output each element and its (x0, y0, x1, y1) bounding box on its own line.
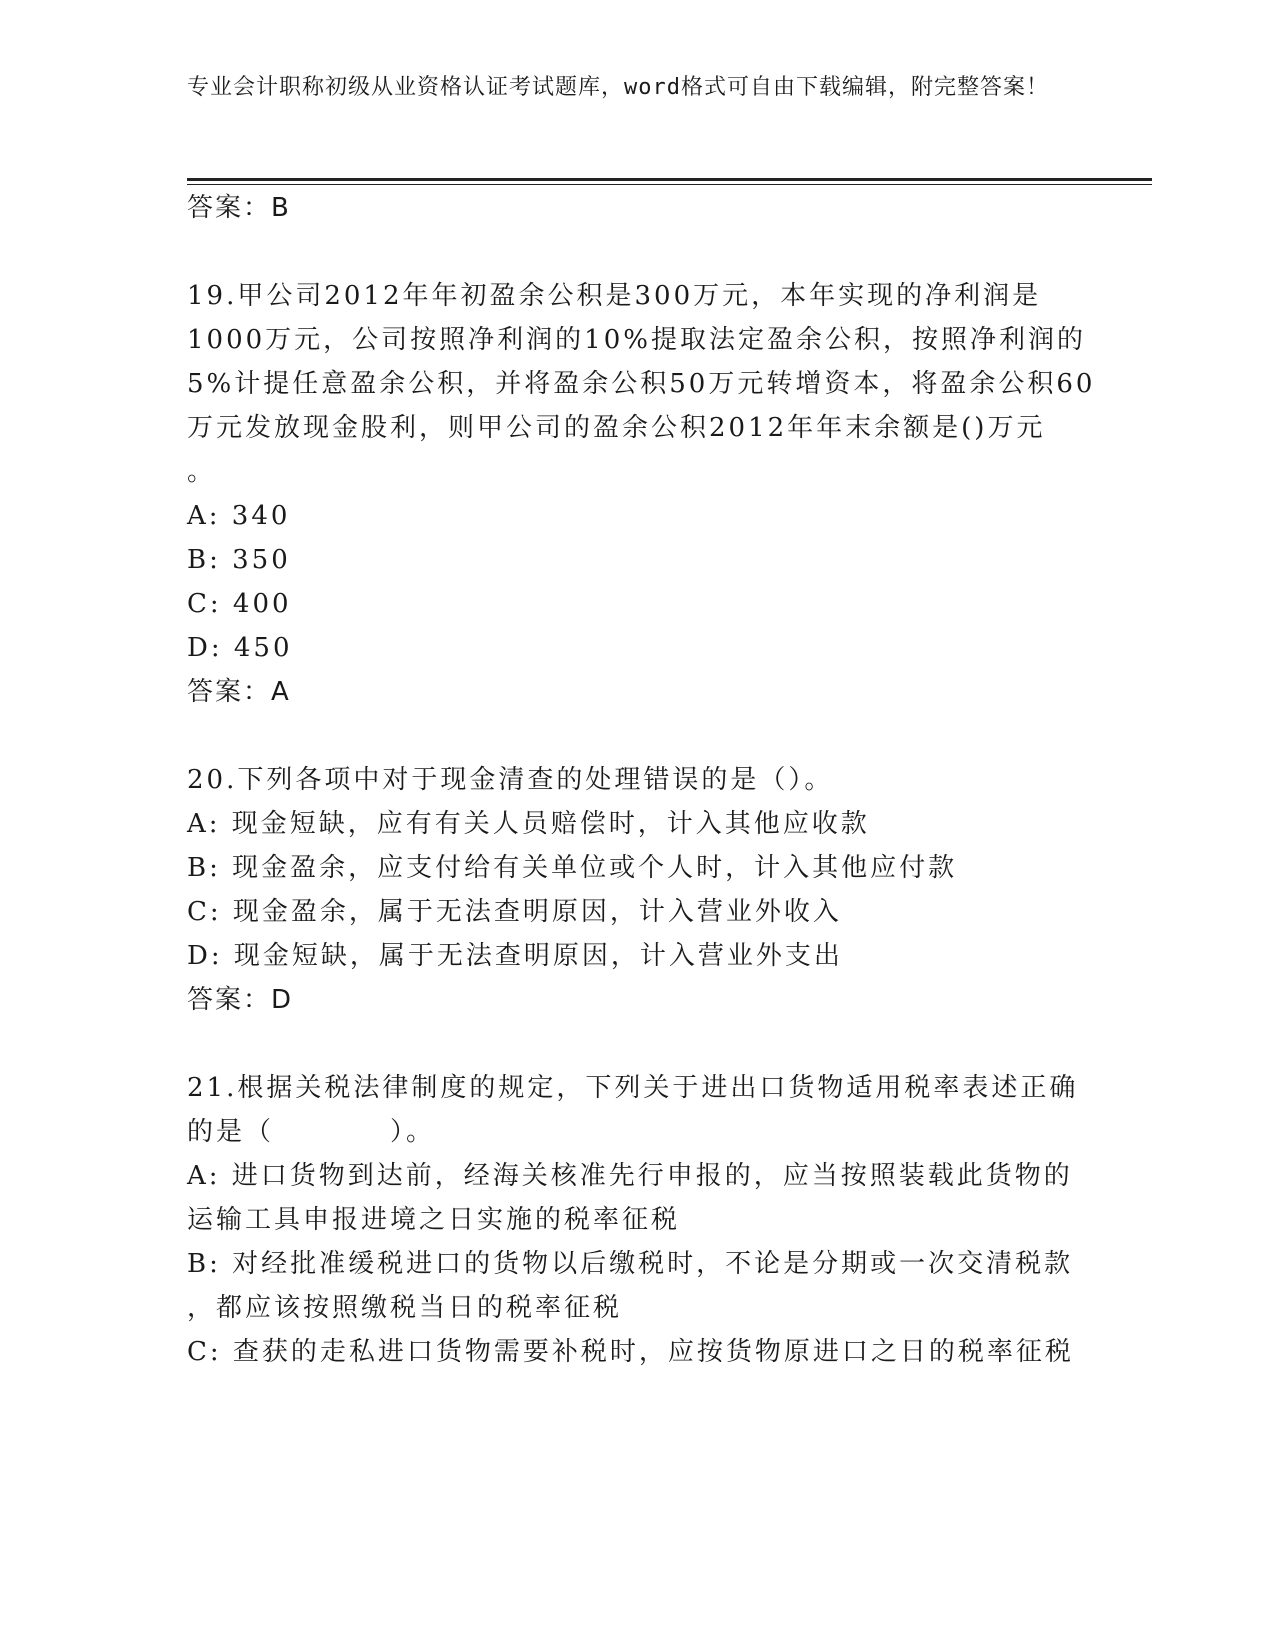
question-19-line-5: 。 (187, 457, 217, 487)
question-21-line-1: 21.根据关税法律制度的规定，下列关于进出口货物适用税率表述正确 (187, 1073, 1079, 1103)
answer-label: 答案：B (187, 193, 291, 223)
question-21-option-a-cont: 运输工具申报进境之日实施的税率征税 (187, 1205, 681, 1235)
question-19-answer: 答案：A (187, 677, 291, 707)
question-19-line-1: 19.甲公司2012年年初盈余公积是300万元，本年实现的净利润是 (187, 281, 1042, 311)
question-19-option-a: A: 340 (187, 501, 291, 531)
question-20-option-b: B: 现金盈余，应支付给有关单位或个人时，计入其他应付款 (187, 853, 958, 883)
question-21-option-b: B: 对经批准缓税进口的货物以后缴税时，不论是分期或一次交清税款 (187, 1249, 1074, 1279)
question-20-option-c: C: 现金盈余，属于无法查明原因，计入营业外收入 (187, 897, 842, 927)
question-21-line-2: 的是（ ）。 (187, 1117, 436, 1147)
question-21-option-c: C: 查获的走私进口货物需要补税时，应按货物原进口之日的税率征税 (187, 1337, 1074, 1367)
question-20-answer: 答案：D (187, 985, 294, 1015)
question-19-option-d: D: 450 (187, 633, 293, 663)
question-20-line-1: 20.下列各项中对于现金清查的处理错误的是（）。 (187, 765, 834, 795)
header-divider (187, 178, 1152, 181)
question-19-line-3: 5%计提任意盈余公积，并将盈余公积50万元转增资本，将盈余公积60 (187, 369, 1096, 399)
question-20-option-d: D: 现金短缺，属于无法查明原因，计入营业外支出 (187, 941, 843, 971)
question-19-line-4: 万元发放现金股利，则甲公司的盈余公积2012年年末余额是()万元 (187, 413, 1046, 443)
header-divider-thin (187, 184, 1152, 185)
question-19-option-b: B: 350 (187, 545, 291, 575)
question-20-option-a: A: 现金短缺，应有有关人员赔偿时，计入其他应收款 (187, 809, 870, 839)
question-19-option-c: C: 400 (187, 589, 292, 619)
question-21-option-b-cont: ，都应该按照缴税当日的税率征税 (187, 1293, 623, 1323)
question-19-line-2: 1000万元，公司按照净利润的10%提取法定盈余公积，按照净利润的 (187, 325, 1086, 355)
document-header: 专业会计职称初级从业资格认证考试题库，word格式可自由下载编辑，附完整答案！ (187, 75, 1049, 100)
question-21-option-a: A: 进口货物到达前，经海关核准先行申报的，应当按照装载此货物的 (187, 1161, 1073, 1191)
